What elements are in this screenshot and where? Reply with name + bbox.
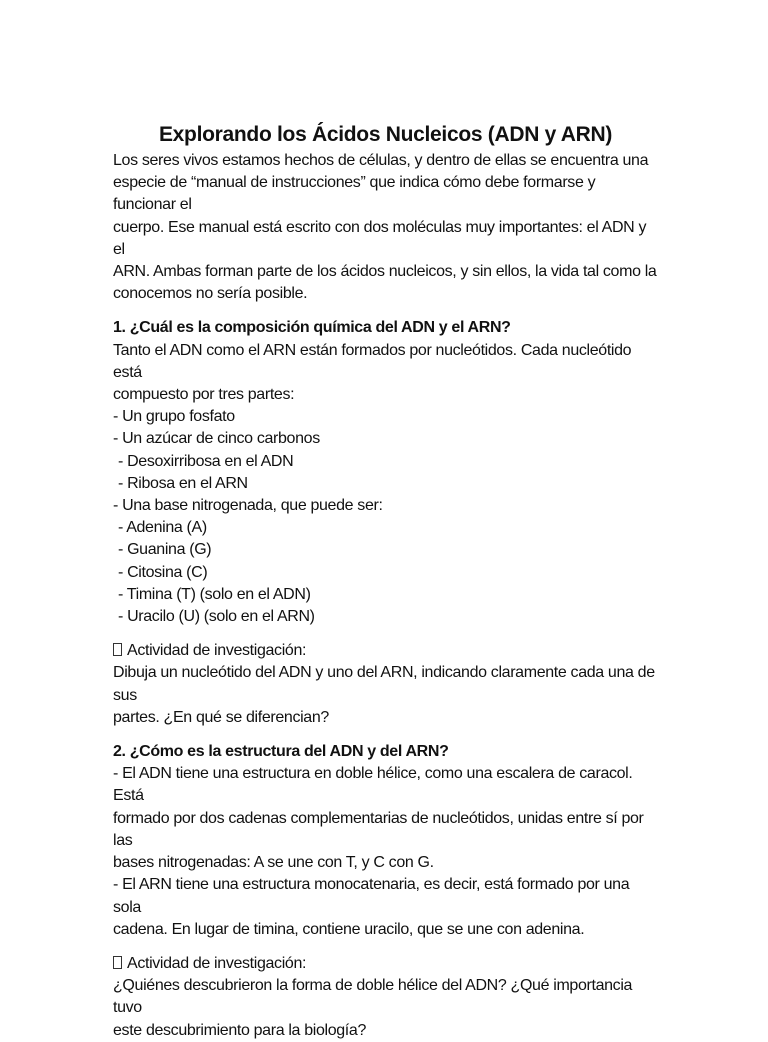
activity-line: Dibuja un nucleótido del ADN y uno del ARN, indicando claramente cada una de sus [113,664,655,704]
intro-line: Los seres vivos estamos hechos de células, y dentro de ellas se encuentra una [113,152,649,169]
page-title: Explorando los Ácidos Nucleicos (ADN y ARN) [158,123,613,146]
section-2 [113,741,658,1042]
intro-line: conocemos no sería posible. [113,285,308,303]
sub-list-item: - Citosina (C) [118,563,208,581]
intro-line: ARN. Ambas forman parte de los ácidos nucleicos, y sin ellos, la vida tal como la [113,263,657,281]
body-line: - El ARN tiene una estructura monocatenaria, es decir, está formado por una sola [113,876,630,916]
activity-line: este descubrimiento para la biología? [113,1021,366,1039]
activity-label [113,640,658,662]
body-line: formado por dos cadenas complementarias de nucleótidos, unidas entre sí por las [113,809,644,849]
sub-list-item: - Desoxirribosa en el ADN [118,452,294,470]
body-line: compuesto por tres partes: [113,386,295,404]
activity-line: partes. ¿En qué se diferencian? [113,708,329,726]
sub-list-item: - Uracilo (U) (solo en el ARN) [118,608,315,626]
section-1 [113,317,658,729]
sub-list-item: - Ribosa en el ARN [118,474,248,492]
list-item: - Una base nitrogenada, que puede ser: [113,497,383,515]
body-line: bases nitrogenadas: A se une con T, y C con G. [113,854,434,872]
intro-line: especie de “manual de instrucciones” que indica cómo debe formarse y funcionar el [113,174,596,214]
activity-label-text: Actividad de investigación: [127,954,307,972]
intro-paragraph [113,150,658,305]
missing-glyph-icon [113,956,122,969]
activity-label [113,953,658,975]
section-heading: 1. ¿Cuál es la composición química del ADN y el ARN? [113,319,511,337]
missing-glyph-icon [113,643,122,656]
sub-list-item: - Timina (T) (solo en el ADN) [118,585,311,603]
sub-list-item: - Adenina (A) [118,519,207,537]
sub-list-item: - Guanina (G) [118,541,212,559]
activity-line: ¿Quiénes descubrieron la forma de doble hélice del ADN? ¿Qué importancia tuvo [113,977,633,1017]
activity-label-text: Actividad de investigación: [127,642,307,660]
list-item: - Un azúcar de cinco carbonos [113,430,320,448]
body-line: cadena. En lugar de timina, contiene uracilo, que se une con adenina. [113,920,585,938]
body-line: - El ADN tiene una estructura en doble hélice, como una escalera de caracol. Está [113,765,633,805]
body-line: Tanto el ADN como el ARN están formados por nucleótidos. Cada nucleótido está [113,341,632,381]
section-heading: 2. ¿Cómo es la estructura del ADN y del ARN? [113,743,449,761]
list-item: - Un grupo fosfato [113,408,235,426]
intro-line: cuerpo. Ese manual está escrito con dos moléculas muy importantes: el ADN y el [113,218,647,258]
